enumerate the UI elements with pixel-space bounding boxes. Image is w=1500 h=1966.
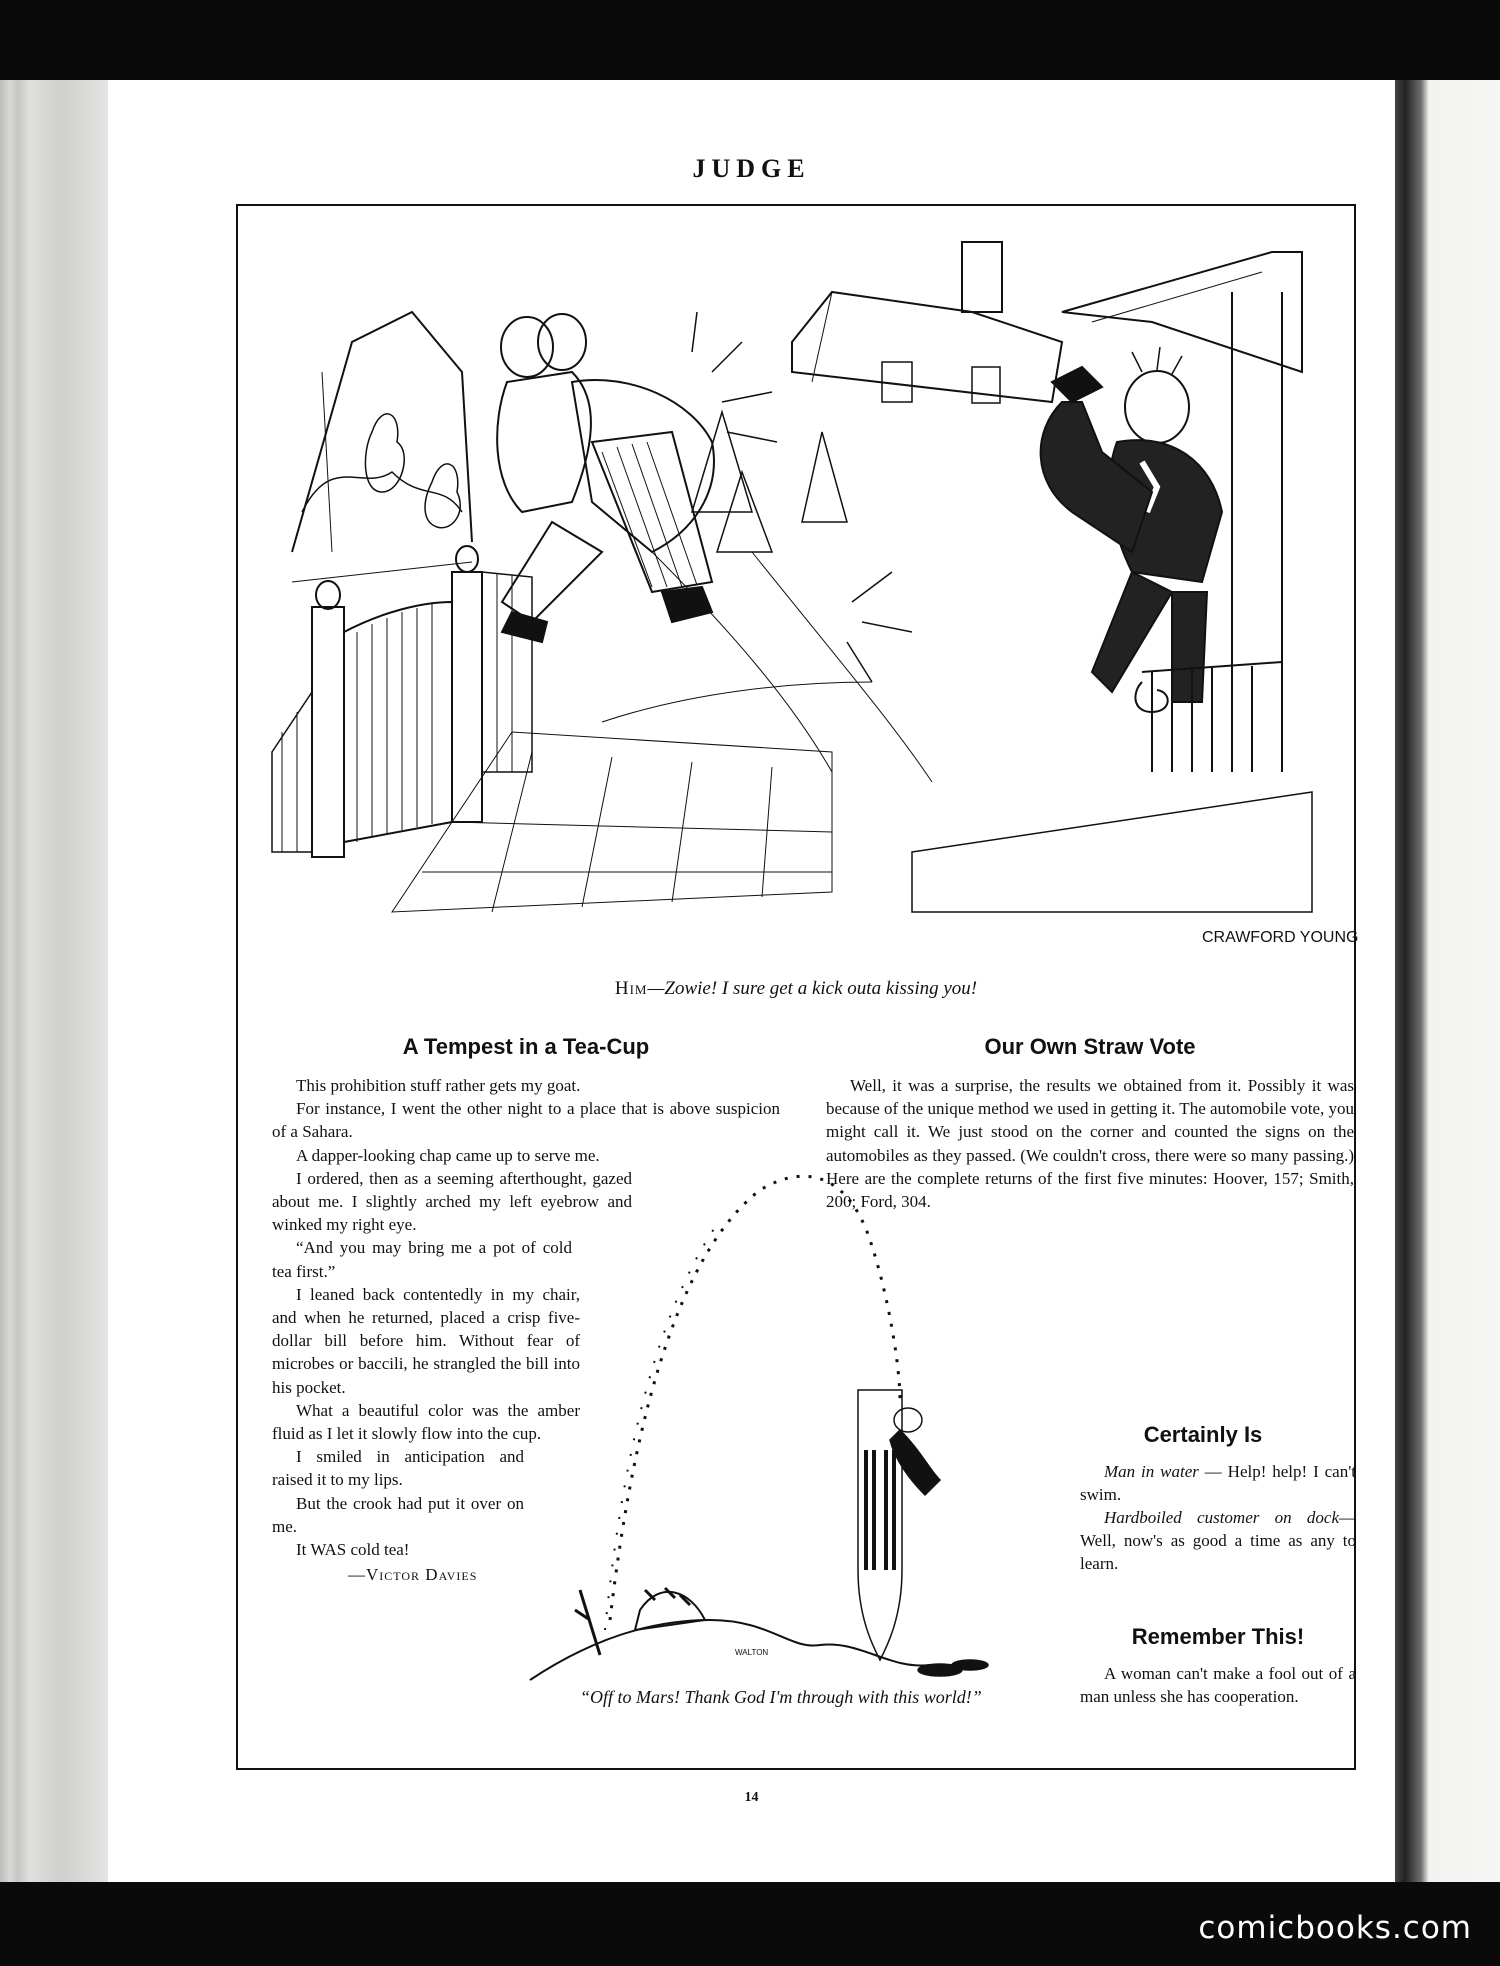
- cartoon-drawing: [272, 252, 1359, 972]
- certainly-is-speaker-1: Man in water: [1104, 1462, 1199, 1481]
- tempest-paragraph-10: It WAS cold tea!: [296, 1540, 410, 1560]
- remember-this-article: [1080, 1662, 1356, 1708]
- tempest-paragraph-4: I ordered, then as a seeming afterthought, gazed about me. I slightly arched my left eyebrow and winked my right eye.: [272, 1168, 632, 1235]
- mars-caption: “Off to Mars! Thank God I'm through with this world!”: [580, 1687, 982, 1707]
- watermark: comicbooks.com: [1198, 1910, 1472, 1946]
- tempest-paragraph-7: What a beautiful color was the amber fluid as I let it slowly flow into the cup.: [272, 1400, 580, 1444]
- cartoon-caption: [236, 978, 1356, 1000]
- straw-vote-title: Our Own Straw Vote: [984, 1034, 1196, 1059]
- certainly-is-line-2: [1080, 1506, 1356, 1575]
- certainly-is-line-1: [1080, 1460, 1356, 1506]
- tempest-paragraph-1: This prohibition stuff rather gets my goat.: [296, 1076, 581, 1095]
- book-page-edges: [0, 80, 108, 1882]
- caption-speaker: Him: [614, 978, 648, 999]
- certainly-is-title: Certainly Is: [1143, 1422, 1263, 1447]
- tempest-paragraph-3: A dapper-looking chap came up to serve me.: [296, 1145, 600, 1165]
- caption-text: —Zowie! I sure get a kick outa kissing you!: [647, 978, 978, 999]
- mars-drawing: [530, 1150, 1050, 1675]
- page-number: 14: [744, 1790, 759, 1805]
- cartoonist-signature: CRAWFORD YOUNG: [1202, 929, 1359, 946]
- tempest-paragraph-8: I smiled in anticipation and raised it to my lips.: [272, 1447, 524, 1490]
- certainly-is-text-1: — Help! help! I can't swim.: [1080, 1462, 1357, 1504]
- tempest-paragraph-9: But the crook had put it over on me.: [272, 1493, 524, 1536]
- tempest-paragraph-2: For instance, I went the other night to a place that is above suspicion of a Sahara.: [272, 1099, 780, 1142]
- remember-this-text: A woman can't make a fool out of a man unless she has cooperation.: [1080, 1664, 1356, 1706]
- remember-this-title: Remember This!: [1131, 1624, 1305, 1649]
- mars-rocket-illustration: [530, 1150, 1050, 1675]
- certainly-is-speaker-2: Hardboiled customer on dock: [1104, 1508, 1339, 1527]
- tempest-byline: —Victor Davies: [348, 1565, 478, 1585]
- facing-page-edge: [1395, 80, 1500, 1882]
- mars-signature: WALTON: [735, 1648, 769, 1657]
- tempest-title: A Tempest in a Tea-Cup: [402, 1034, 650, 1059]
- tempest-paragraph-6: I leaned back contentedly in my chair, and when he returned, placed a crisp five-dollar bill before him. Without fear of microbes or baccili, he strangled the bill into his pocket.: [272, 1284, 580, 1397]
- masthead: JUDGE: [692, 154, 811, 183]
- certainly-is-article: [1080, 1460, 1356, 1575]
- certainly-is-text-2: —Well, now's as good a time as any to learn.: [1080, 1508, 1356, 1573]
- straw-vote-paragraph: Well, it was a surprise, the results we obtained from it. Possibly it was because of the unique method we used in getting it. The automobile vote, you might call it. We just stood on the corner and counted the signs on the automobiles as they passed. (We couldn't cross, there were so many passing.) Here are the complete returns of the first five minutes: Hoover, 157; Smith, 200; Ford, 304.: [826, 1076, 1354, 1212]
- tempest-paragraph-5: “And you may bring me a pot of cold tea first.”: [272, 1238, 572, 1281]
- kick-cartoon-illustration: [272, 252, 1359, 972]
